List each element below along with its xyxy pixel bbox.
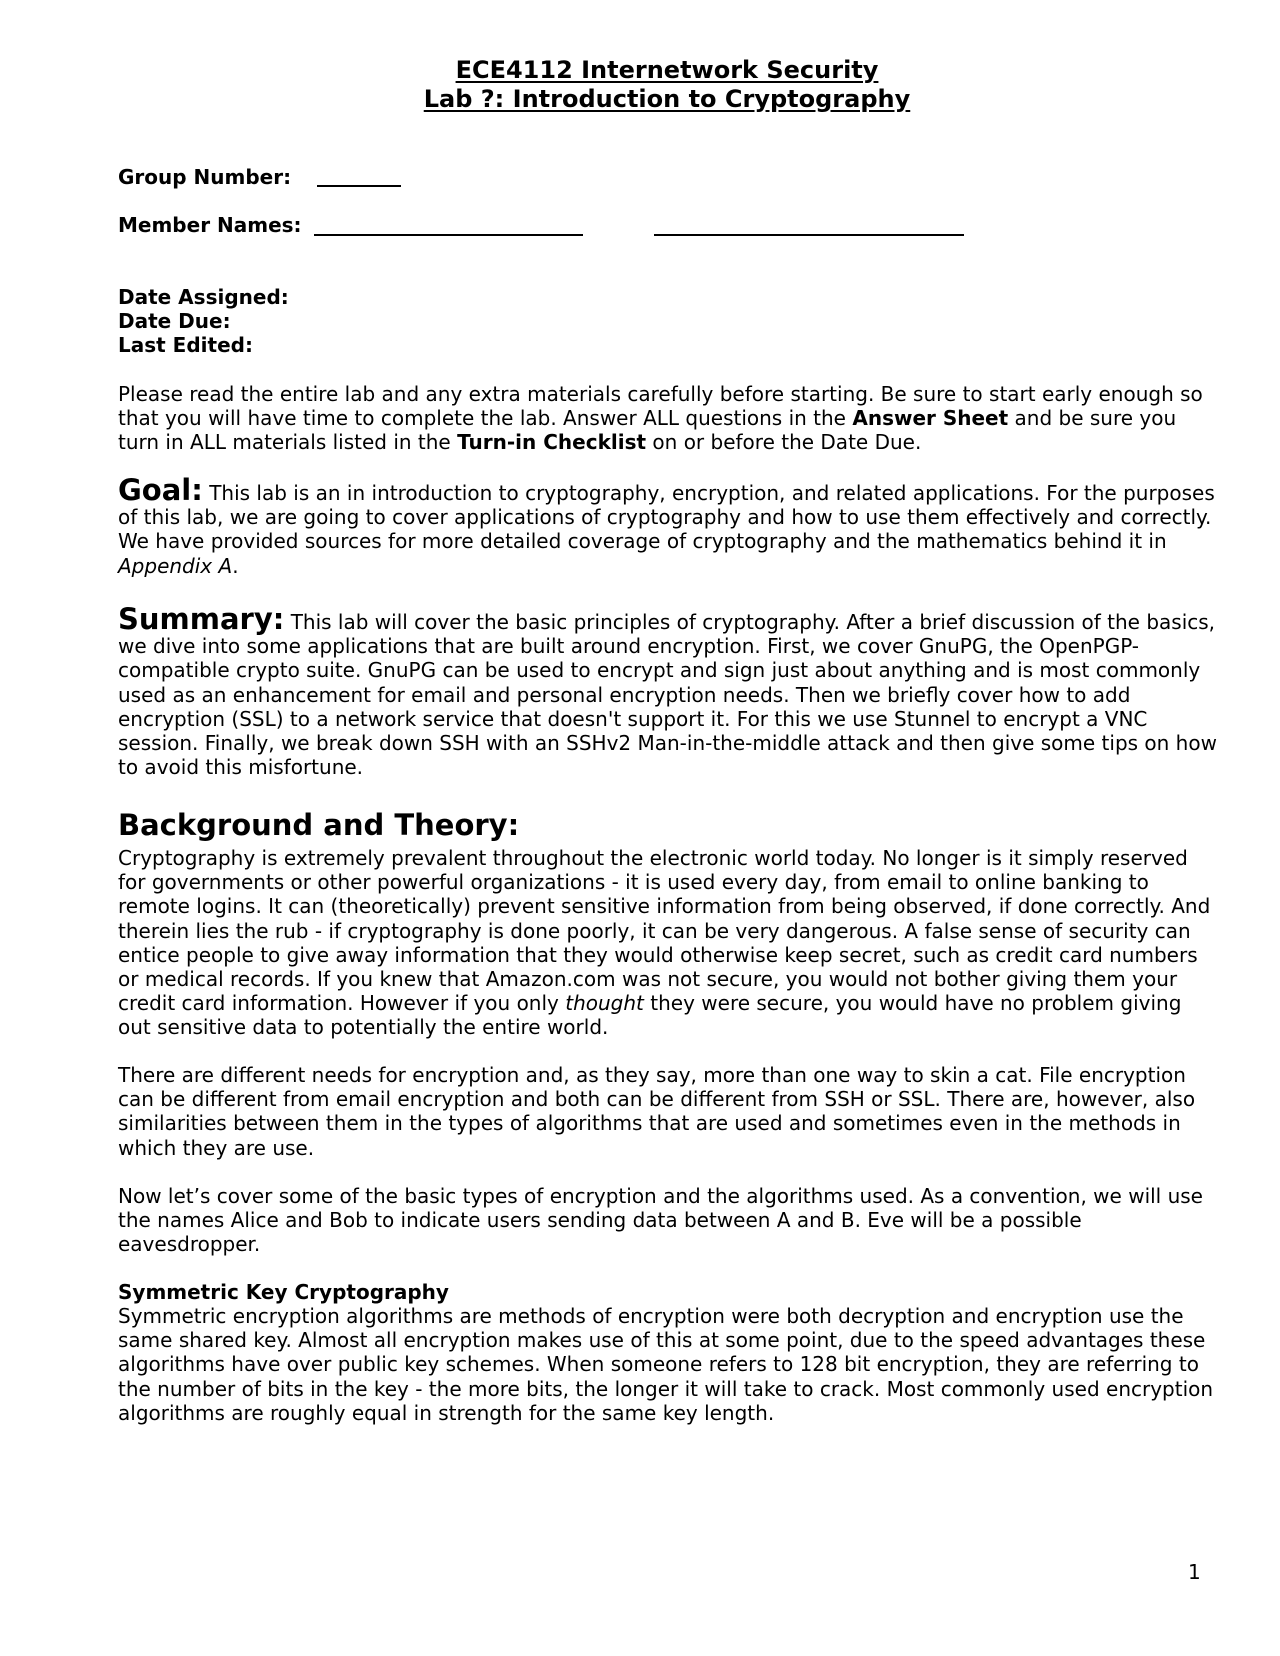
page-number: 1 [1188,1560,1201,1584]
symmetric-key-heading: Symmetric Key Cryptography [118,1280,449,1304]
goal-text: This lab is an in introduction to cryptography, encryption, and related applications. For the purposes of this lab, we are going to cover applications of cryptography and how to use them effectively and correctly. We have provided sources for more detailed coverage of cryptography and the mathematics behind it in [118,481,1215,554]
lab-title: Lab ?: Introduction to Cryptography [423,85,911,113]
group-number-label: Group Number: [118,165,292,189]
intro-text-3: on or before the Date Due. [646,430,922,455]
turnin-checklist-ref: Turn-in Checklist [457,430,647,455]
member-name-1-blank[interactable] [314,234,583,236]
background-heading: Background and Theory: [118,808,520,842]
course-title: ECE4112 Internetwork Security [455,56,879,84]
thought-emphasis: thought [565,991,644,1016]
summary-heading: Summary: [118,602,285,636]
last-edited-label: Last Edited: [118,333,253,357]
answer-sheet-ref: Answer Sheet [852,406,1009,431]
intro-text-1: Please read the entire lab and any extra materials carefully before starting. Be sure to start early enough so that you will have time to complete the lab. Answer ALL questions in the [118,382,1203,431]
member-names-label: Member Names: [118,213,302,237]
symmetric-key-paragraph: Symmetric encryption algorithms are methods of encryption were both decryption and encryption use the same shared key. Almost all encryption makes use of this at some point, due to the speed advantages these algorithms have over public key schemes. When someone refers to 128 bit encryption, they are referring to the number of bits in the key - the more bits, the longer it will take to crack. Most commonly used encryption algorithms are roughly equal in strength for the same key length. [118,1304,1214,1425]
summary-text: This lab will cover the basic principles of cryptography. After a brief discussion of the basics, we dive into some applications that are built around encryption. First, we cover GnuPG, the OpenPGP-compatible crypto suite. GnuPG can be used to encrypt and sign just about anything and is most commonly used as an enhancement for email and personal encryption needs. Then we briefly cover how to add encryption (SSL) to a network service that doesn't support it. For this we use Stunnel to encrypt a VNC session. Finally, we break down SSH with an SSHv2 Man-in-the-middle attack and then give some tips on how to avoid this misfortune. [118,610,1217,780]
background-paragraph-2: There are different needs for encryption and, as they say, more than one way to skin a cat. File encryption can be different from email encryption and both can be different from SSH or SSL. There are, however, also similarities between them in the types of algorithms that are used and sometimes even in the methods in which they are use. [118,1063,1196,1160]
goal-end: . [232,553,239,578]
goal-paragraph [118,473,1218,578]
goal-heading: Goal: [118,473,203,507]
document-title-block [0,56,1280,114]
member-name-2-blank[interactable] [654,234,964,236]
group-number-blank[interactable] [317,185,401,187]
background-paragraph-3: Now let’s cover some of the basic types of encryption and the algorithms used. As a convention, we will use the names Alice and Bob to indicate users sending data between A and B. Eve will be a possible eavesdropper. [118,1184,1203,1257]
background-text-1a: Cryptography is extremely prevalent throughout the electronic world today. No longer is it simply reserved for governments or other powerful organizations - it is used every day, from email to online banking to remote logins. It can (theoretically) prevent sensitive information from being observed, if done correctly. And therein lies the rub - if cryptography is done poorly, it can be very dangerous. A false sense of security can entice people to give away information that they would otherwise keep secret, such as credit card numbers or medical records. If you knew that Amazon.com was not secure, you would not bother giving them your credit card information. However if you only [118,846,1211,1016]
background-paragraph-1 [118,846,1218,1040]
intro-paragraph [118,382,1218,455]
date-due-label: Date Due: [118,309,231,333]
intro-text-2: and be sure you turn in ALL materials listed in the [118,406,1177,455]
appendix-ref: Appendix A [118,553,233,578]
summary-paragraph [118,602,1218,780]
background-text-1b: they were secure, you would have no problem giving out sensitive data to potentially the entire world. [118,991,1182,1040]
date-assigned-label: Date Assigned: [118,285,289,309]
